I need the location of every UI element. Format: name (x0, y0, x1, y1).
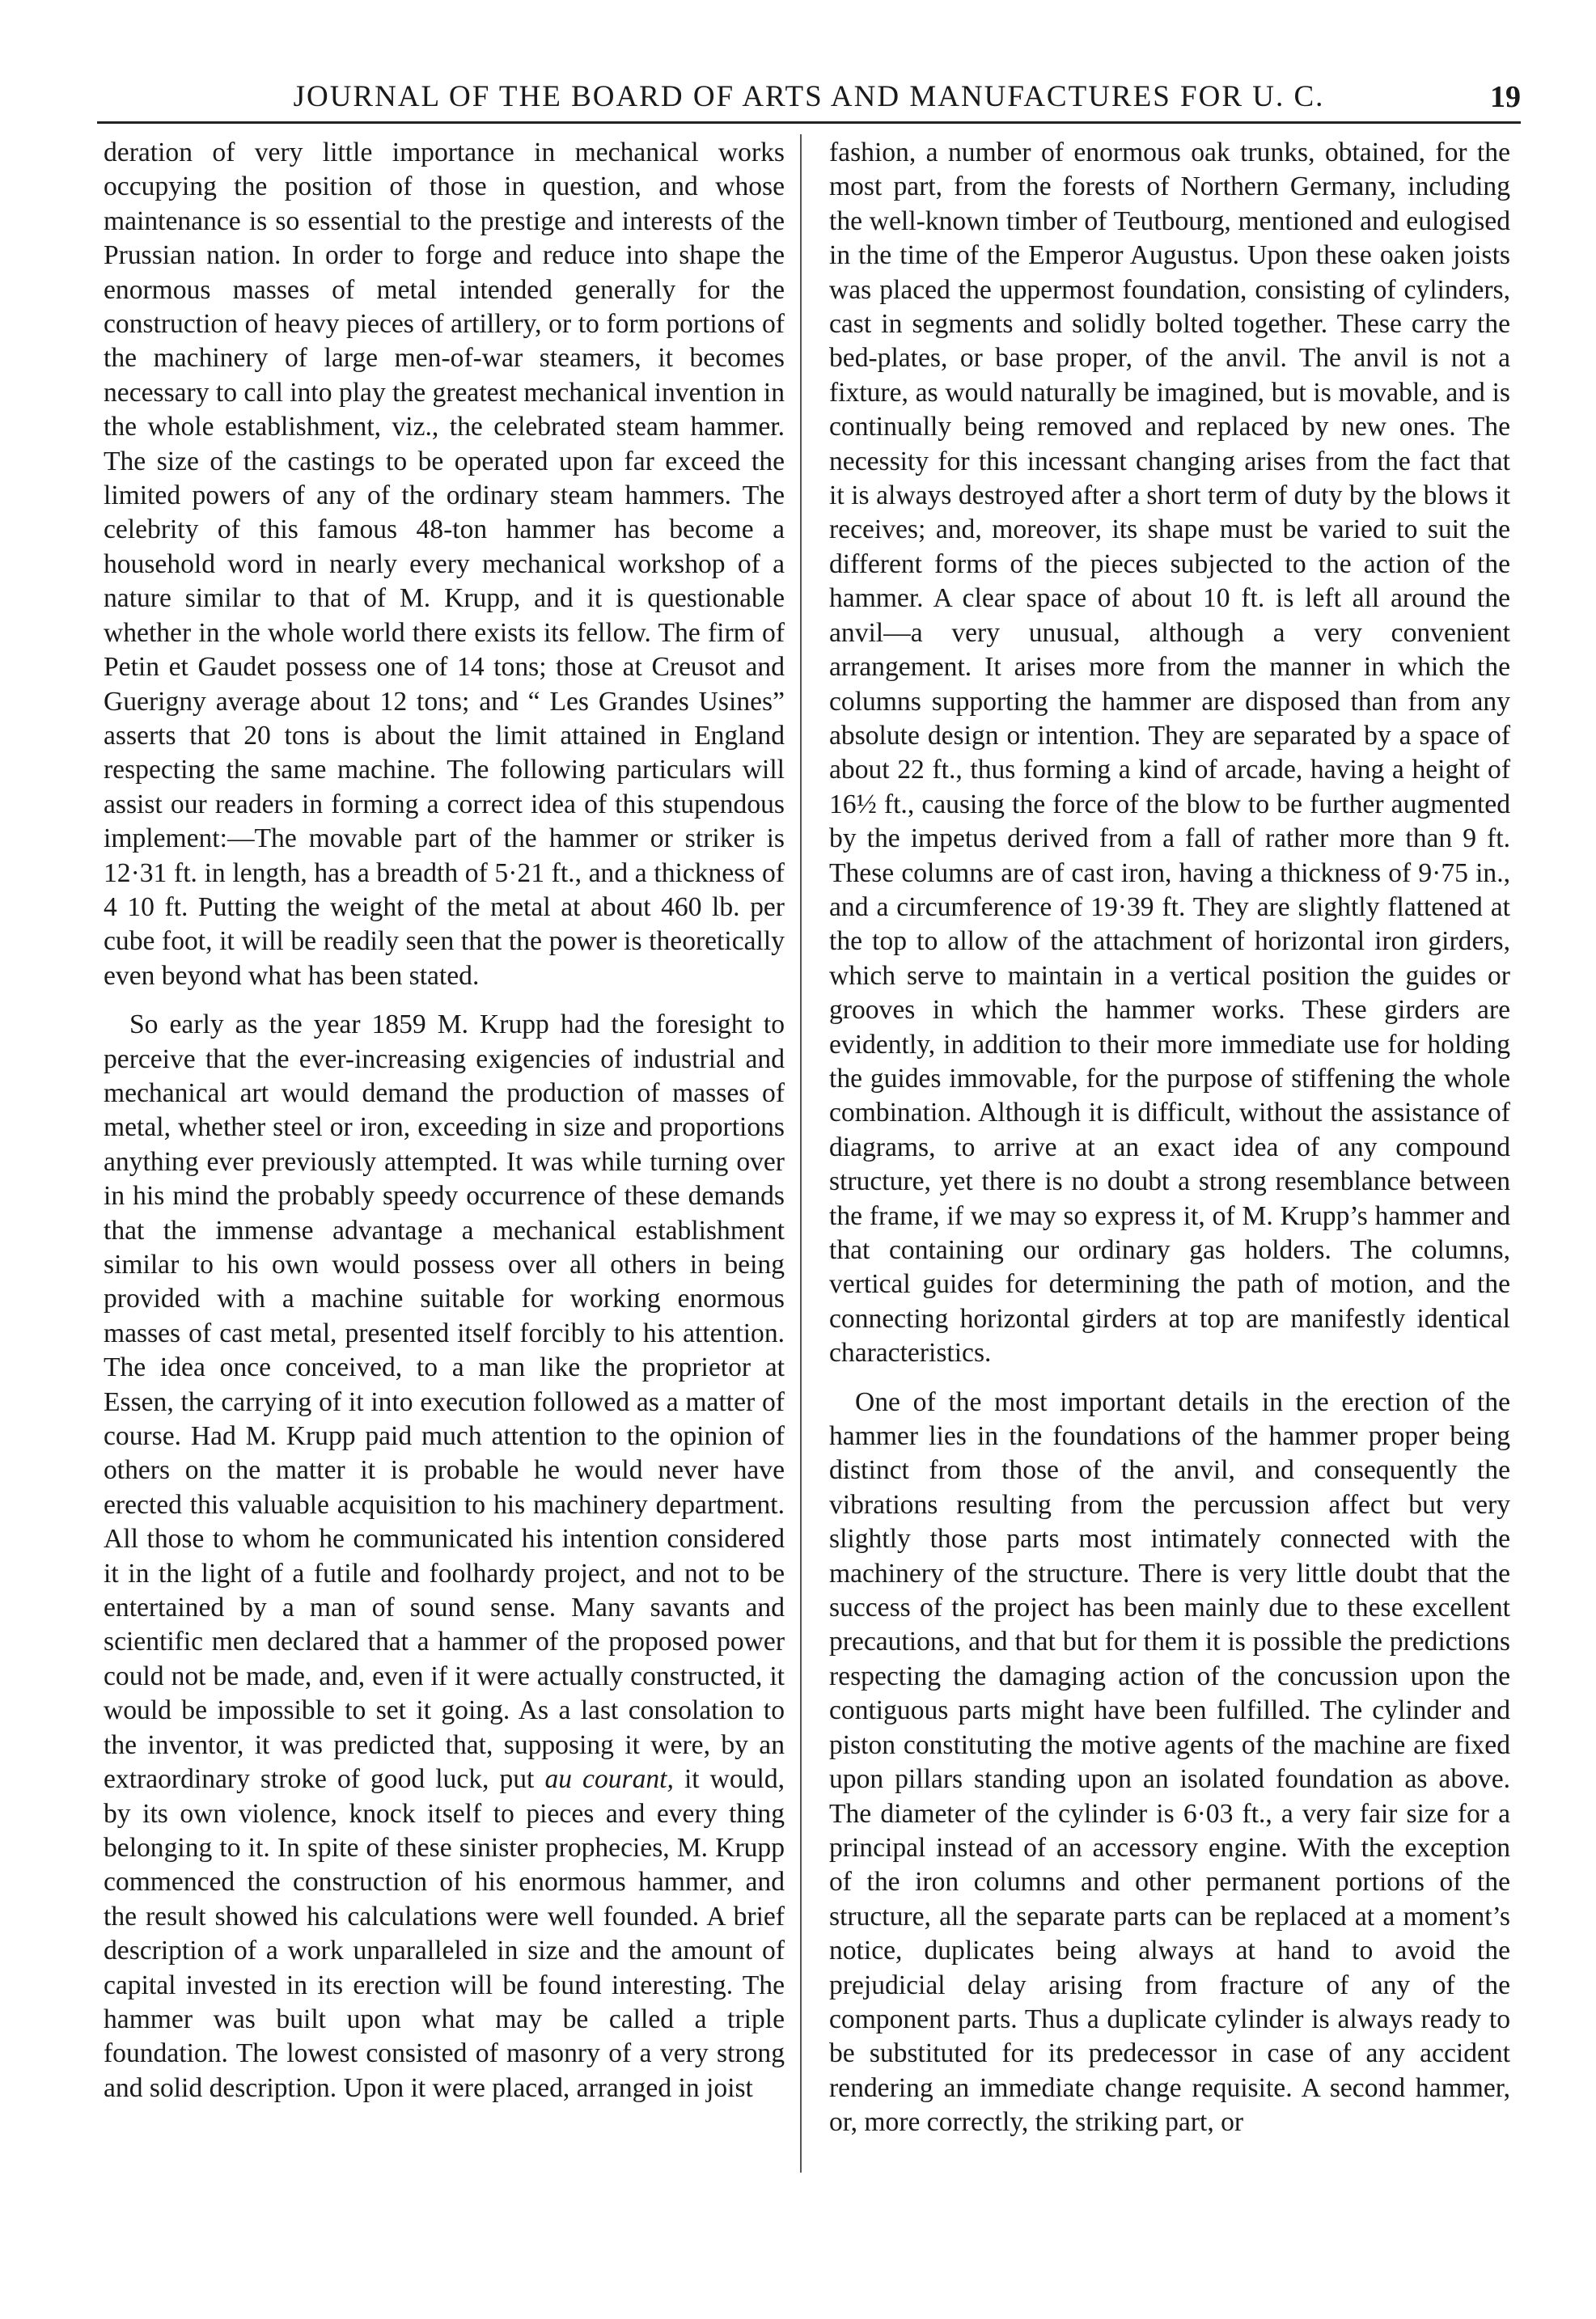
left-column (104, 136, 785, 2105)
left-paragraph-2 (104, 1008, 785, 2105)
left-paragraph-2-part-b: it would, by its own violence, knock itself to pieces and every thing belonging to it. In spite of these sinister prophecies, M. Krupp commenced the construction of his enormous hammer, and the result showed his calculations were well founded. A brief description of a work unparalleled in size and the amount of capital invested in its erection will be found interesting. The hammer was built upon what may be called a triple foundation. The lowest consisted of masonry of a very strong and solid description. Upon it were placed, arranged in joist (104, 1764, 785, 2103)
right-column (829, 136, 1510, 2140)
right-paragraph-2: One of the most important details in the erection of the hammer lies in the foundations of the hammer proper being distinct from those of the anvil, and consequently the vibrations resulting from the percussion affect but very slightly those parts most intimately connected with the machinery of the structure. There is very little doubt that the success of the project has been mainly due to these excellent precautions, and that but for them it is possible the predictions respecting the damaging action of the concussion upon the contiguous parts might have been fulfilled. The cylinder and piston constituting the motive agents of the machine are fixed upon pillars standing upon an isolated foundation as above. The diameter of the cylinder is 6·03 ft., a very fair size for a principal instead of an accessory engine. With the exception of the iron columns and other permanent portions of the structure, all the separate parts can be replaced at a moment’s notice, duplicates being always at hand to avoid the prejudicial delay arising from fracture of any of the component parts. Thus a duplicate cylinder is always ready to be substituted for its predecessor in case of any accident rendering an immediate change requisite. A second hammer, or, more correctly, the striking part, or (829, 1386, 1510, 2138)
left-paragraph-1: deration of very little importance in mechanical works occupying the position of those in question, and whose maintenance is so essential to the prestige and interests of the Prussian nation. In order to forge and reduce into shape the enormous masses of metal intended generally for the construction of heavy pieces of artillery, or to form portions of the machinery of large men-of-war steamers, it becomes necessary to call into play the greatest mechanical invention in the whole establishment, viz., the celebrated steam hammer. The size of the castings to be operated upon far exceed the limited powers of any of the ordinary steam hammers. The celebrity of this famous 48-ton hammer has become a household word in nearly every mechanical workshop of a nature similar to that of M. Krupp, and it is questionable whether in the whole world there exists its fellow. The firm of Petin et Gaudet possess one of 14 tons; those at Creusot and Guerigny average about 12 tons; and “ Les Grandes Usines” asserts that 20 tons is about the limit attained in England respecting the same machine. The following particulars will assist our readers in forming a correct idea of this stupendous implement:—The movable part of the hammer or striker is 12·31 ft. in length, has a breadth of 5·21 ft., and a thickness of 4 10 ft. Putting the weight of the metal at about 460 lb. per cube foot, it will be readily seen that the power is theoretically even beyond what has been stated. (104, 138, 785, 991)
left-paragraph-2-italic: au courant, (544, 1764, 674, 1795)
page-number: 19 (1490, 80, 1521, 114)
column-divider (800, 134, 802, 2173)
right-paragraph-1: fashion, a number of enormous oak trunks, obtained, for the most part, from the forests of Northern Germany, including the well-known timber of Teutbourg, mentioned and eulogised in the time of the Emperor Augustus. Upon these oaken joists was placed the uppermost foundation, consisting of cylinders, cast in segments and solidly bolted together. These carry the bed-plates, or base proper, of the anvil. The anvil is not a fixture, as would naturally be imagined, but is movable, and is continually being removed and replaced by new ones. The necessity for this incessant changing arises from the fact that it is always destroyed after a short term of duty by the blows it receives; and, moreover, its shape must be varied to suit the different forms of the pieces subjected to the action of the hammer. A clear space of about 10 ft. is left all around the anvil—a very unusual, although a very convenient arrangement. It arises more from the manner in which the columns supporting the hammer are disposed than from any absolute design or intention. They are separated by a space of about 22 ft., thus forming a kind of arcade, having a height of 16½ ft., causing the force of the blow to be further augmented by the impetus derived from a fall of rather more than 9 ft. These columns are of cast iron, having a thickness of 9·75 in., and a circumference of 19·39 ft. They are slightly flattened at the top to allow of the attachment of horizontal iron girders, which serve to maintain in a vertical position the guides or grooves in which the hammer works. These girders are evidently, in addition to their more immediate use for holding the guides immovable, for the purpose of stiffening the whole combination. Although it is difficult, without the assistance of diagrams, to arrive at an exact idea of any compound structure, yet there is no doubt a strong resemblance between the frame, if we may so express it, of M. Krupp’s hammer and that containing our ordinary gas holders. The columns, vertical guides for determining the path of motion, and the connecting horizontal girders at top are manifestly identical characteristics. (829, 138, 1510, 1369)
header-rule (97, 121, 1521, 124)
running-title: JOURNAL OF THE BOARD OF ARTS AND MANUFACTURES FOR U. C. (293, 80, 1325, 113)
page-header (97, 77, 1521, 117)
left-paragraph-2-part-a: So early as the year 1859 M. Krupp had the foresight to perceive that the ever-increasing exigencies of industrial and mechanical art would demand the production of masses of metal, whether steel or iron, exceeding in size and proportions anything ever previously attempted. It was while turning over in his mind the probably speedy occurrence of these demands that the immense advantage a mechanical establishment similar to his own would possess over all others in being provided with a machine suitable for working enormous masses of cast metal, presented itself forcibly to his attention. The idea once conceived, to a man like the proprietor at Essen, the carrying of it into execution followed as a matter of course. Had M. Krupp paid much attention to the opinion of others on the matter it is probable he would never have erected this valuable acquisition to his machinery department. All those to whom he communicated his intention considered it in the light of a futile and foolhardy project, and not to be entertained by a man of sound sense. Many savants and scientific men declared that a hammer of the proposed power could not be made, and, even if it were actually constructed, it would be impossible to set it going. As a last consolation to the inventor, it was predicted that, supposing it were, by an extraordinary stroke of good luck, put (104, 1009, 785, 1795)
